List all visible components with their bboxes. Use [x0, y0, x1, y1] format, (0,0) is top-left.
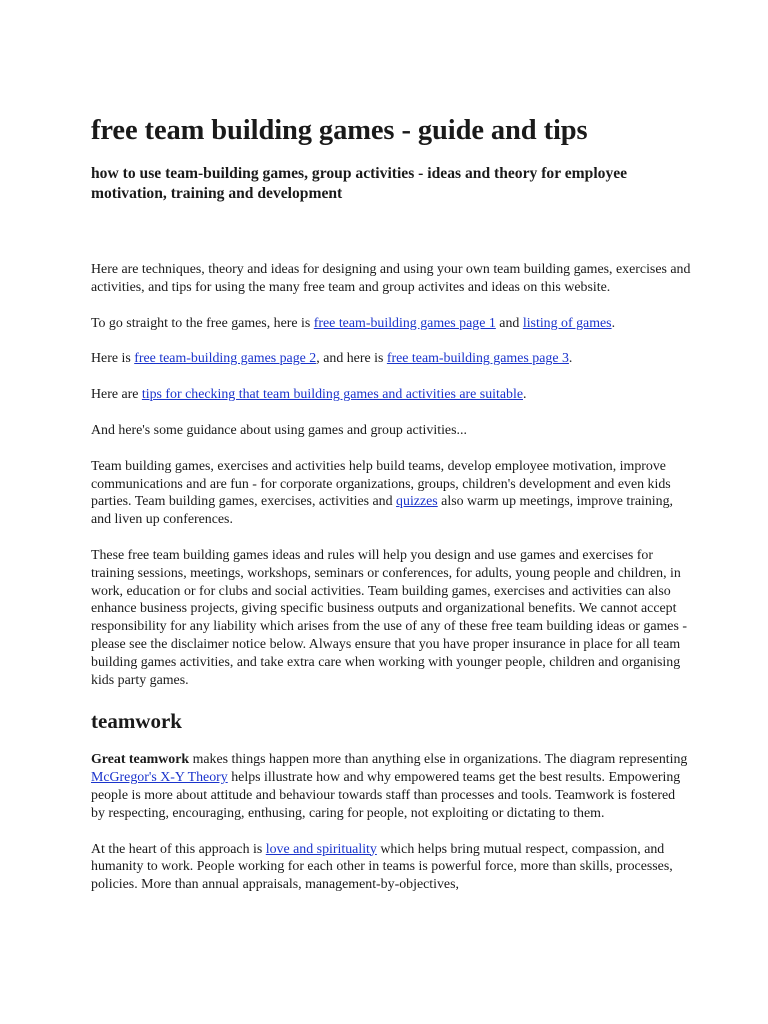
bold-lead: Great teamwork [91, 752, 190, 768]
text-span: helps illustrate how and why empowered teams get the best results. Empowering people is more about attitude and behaviour towards staff than processes and tools. Teamwork is fostered by respecting, encouraging, enthusing, caring for people, not exploiting or dictating to them. [91, 770, 681, 821]
listing-of-games-link[interactable]: listing of games [522, 315, 612, 331]
games-links-paragraph [91, 315, 691, 333]
intro-paragraph: Here are techniques, theory and ideas for designing and using your own team building games, exercises and activities, and tips for using the many free team and group activites and ideas on this website. [91, 262, 691, 295]
disclaimer-paragraph: These free team building games ideas and rules will help you design and use games and exercises for training sessions, meetings, workshops, seminars or conferences, for adults, young people and children, in work, education or for clubs and social activities. Team building games, exercises and activities can also enhance business projects, giving specific business outputs and organizational benefits. We cannot accept responsibility for any liability which arises from the use of any of these free team building ideas or games - please see the disclaimer notice below. Always ensure that you have proper insurance in place for all team building games activities, and take extra care when working with younger people, children and organising kids party games. [91, 547, 687, 688]
text-span: . [568, 351, 573, 367]
document-content [91, 112, 691, 912]
tips-paragraph [91, 386, 691, 404]
games-page-1-link[interactable]: free team-building games page 1 [313, 315, 496, 331]
text-span: Here are [91, 387, 142, 403]
teamwork-heading: teamwork [91, 709, 182, 734]
love-and-spirituality-link[interactable]: love and spirituality [265, 841, 377, 857]
teamwork-paragraph [91, 751, 691, 822]
benefits-paragraph [91, 458, 691, 529]
text-span: At the heart of this approach is [91, 841, 266, 857]
text-span: . [523, 387, 527, 403]
mcgregor-xy-theory-link[interactable]: McGregor's X-Y Theory [91, 770, 228, 786]
text-span: Here is [91, 351, 135, 367]
text-span: Team building games, exercises and activities help build teams, develop employee motivation, improve communications and are fun - for corporate organizations, groups, children's development and even kids parties. Team building games, exercises, activities and [91, 458, 671, 510]
games-page-2-link[interactable]: free team-building games page 2 [134, 351, 317, 367]
text-span: which helps bring mutual respect, compassion, and humanity to work. People working for each other in teams is powerful force, more than skills, processes, policies. More than annual appraisals, management-by-objectives, [91, 841, 673, 893]
quizzes-link[interactable]: quizzes [396, 494, 438, 510]
page-subtitle: how to use team-building games, group activities - ideas and theory for employee motivation, training and development [91, 165, 628, 202]
text-span: makes things happen more than anything else in organizations. The diagram representing [189, 752, 688, 768]
more-games-paragraph [91, 350, 691, 368]
heart-of-approach-paragraph [91, 841, 691, 894]
games-page-3-link[interactable]: free team-building games page 3 [386, 351, 569, 367]
text-span: , and here is [316, 351, 387, 367]
suitability-tips-link[interactable]: tips for checking that team building games and activities are suitable [141, 387, 523, 403]
text-span: To go straight to the free games, here is [91, 315, 314, 331]
text-span: . [611, 315, 616, 331]
text-span: and [495, 315, 523, 331]
page-title: free team building games - guide and tips [91, 115, 588, 146]
guidance-paragraph: And here's some guidance about using games and group activities... [91, 422, 467, 438]
text-span: also warm up meetings, improve training, and liven up conferences. [91, 494, 674, 528]
